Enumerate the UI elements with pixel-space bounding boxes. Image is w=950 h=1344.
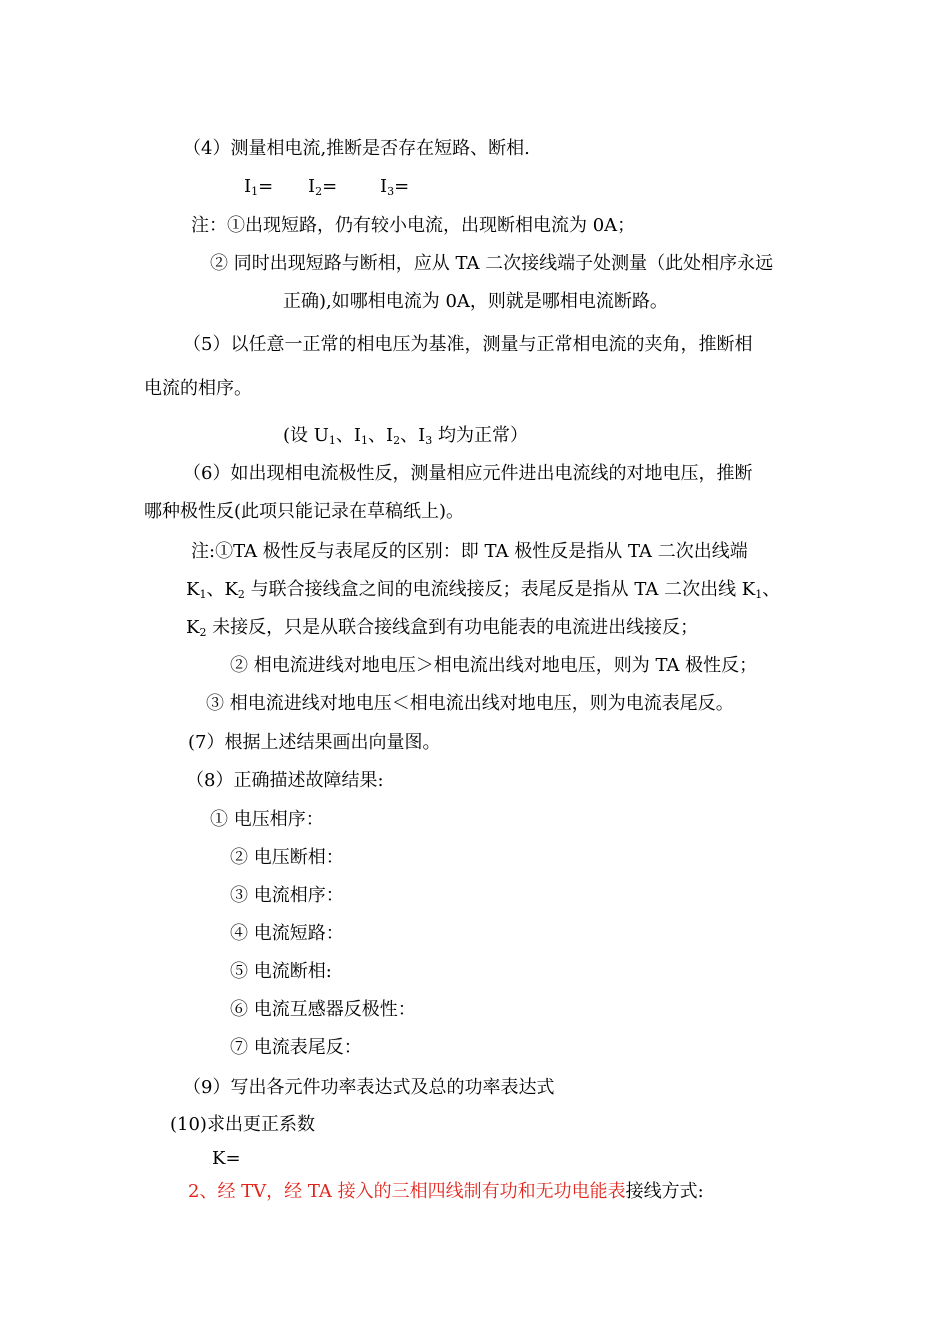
result-current-open-phase: ⑤ 电流断相: bbox=[230, 961, 332, 982]
step-10-text: (10)求出更正系数 bbox=[170, 1114, 315, 1135]
step-8-text: （8）正确描述故障结果: bbox=[186, 770, 384, 791]
i3-formula: $I_3=$ bbox=[380, 176, 410, 198]
correction-factor-formula: K= bbox=[212, 1148, 241, 1169]
result-meter-terminal-reverse: ⑦ 电流表尾反： bbox=[230, 1037, 362, 1058]
section-2-heading-black: 接线方式: bbox=[625, 1181, 704, 1202]
result-voltage-sequence: ① 电压相序： bbox=[210, 809, 324, 830]
i2-formula: $I_2=$ bbox=[308, 176, 338, 198]
polarity-note-line-2: $K_1$、$K_2$ 与联合接线盒之间的电流线接反；表尾反是指从 TA 二次出线 $K_1$、 bbox=[186, 579, 781, 601]
polarity-rule-2: ② 相电流进线对地电压＞相电流出线对地电压，则为 TA 极性反； bbox=[230, 655, 758, 676]
step-5-continued: 电流的相序。 bbox=[144, 378, 252, 399]
step-6-text: （6）如出现相电流极性反，测量相应元件进出电流线的对地电压，推断 bbox=[183, 463, 753, 484]
result-voltage-open-phase: ② 电压断相： bbox=[230, 847, 344, 868]
section-2-heading-red: 2、经 TV，经 TA 接入的三相四线制有功和无功电能表 bbox=[188, 1181, 626, 1202]
polarity-note-line-3: $K_2$ 未接反，只是从联合接线盒到有功电能表的电流进出线接反； bbox=[186, 617, 699, 639]
section-2-heading bbox=[188, 1180, 704, 1204]
step-6-continued: 哪种极性反(此项只能记录在草稿纸上)。 bbox=[144, 501, 465, 522]
note-1-text: 注：①出现短路，仍有较小电流，出现断相电流为 0A； bbox=[191, 215, 636, 236]
current-formula-row bbox=[244, 175, 409, 199]
result-current-short: ④ 电流短路： bbox=[230, 923, 344, 944]
step-5-text: （5）以任意一正常的相电压为基准，测量与正常相电流的夹角，推断相 bbox=[183, 334, 753, 355]
polarity-rule-3: ③ 相电流进线对地电压＜相电流出线对地电压，则为电流表尾反。 bbox=[206, 693, 734, 714]
assumption-text: (设 $U_1$、$I_1$、$I_2$、$I_3$ 均为正常） bbox=[283, 425, 529, 447]
polarity-note-text: 注:①TA 极性反与表尾反的区别：即 TA 极性反是指从 TA 二次出线端 bbox=[191, 541, 748, 562]
step-9-text: （9）写出各元件功率表达式及总的功率表达式 bbox=[183, 1077, 555, 1098]
step-4-text: （4）测量相电流,推断是否存在短路、断相. bbox=[183, 138, 530, 159]
result-ct-reverse-polarity: ⑥ 电流互感器反极性： bbox=[230, 999, 416, 1020]
step-7-text: (7）根据上述结果画出向量图。 bbox=[188, 732, 441, 753]
note-2-text: ② 同时出现短路与断相，应从 TA 二次接线端子处测量（此处相序永远 bbox=[210, 253, 774, 274]
result-current-sequence: ③ 电流相序： bbox=[230, 885, 344, 906]
i1-formula: $I_1=$ bbox=[244, 176, 274, 198]
note-2-continued: 正确),如哪相电流为 0A，则就是哪相电流断路。 bbox=[283, 291, 668, 312]
